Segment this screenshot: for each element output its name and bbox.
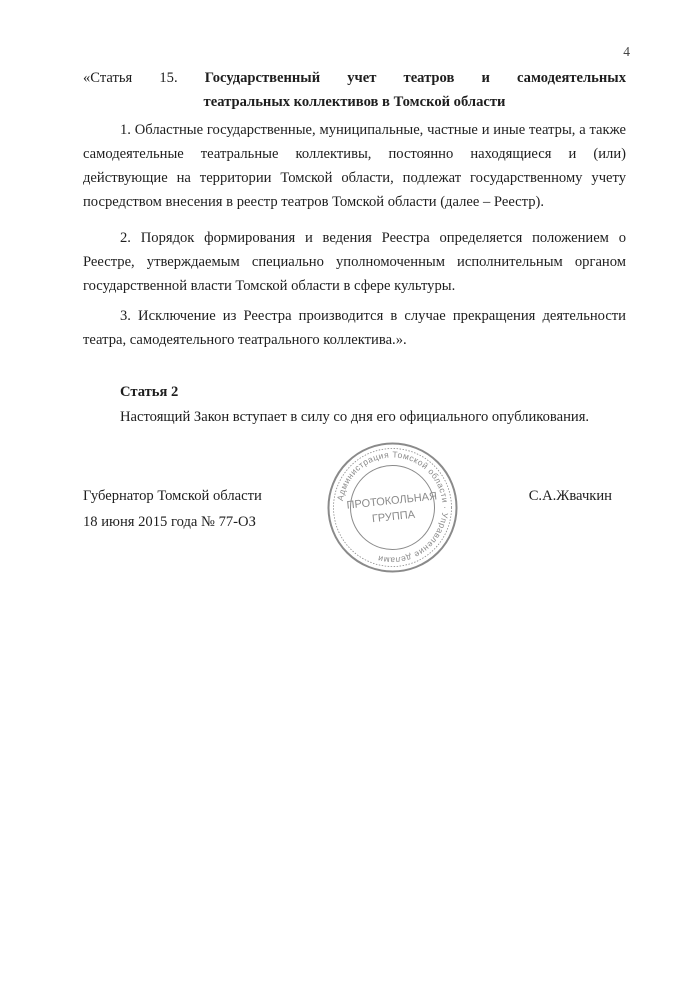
article-2-title: Статья 2 xyxy=(120,384,179,400)
article-15-title-line2: театральных коллективов в Томской области xyxy=(203,94,506,110)
article-15-prefix: «Статья 15. xyxy=(83,70,178,86)
official-stamp xyxy=(325,440,460,575)
signature-name: С.А.Жвачкин xyxy=(528,488,612,504)
article-15-paragraph-2: 2. Порядок формирования и ведения Реестра определяется положением о Реестре, утверждаемым специально уполномоченным исполнительным органом государственной власти Томской области в сфере культуры. xyxy=(83,230,626,294)
signature-position: Губернатор Томской области xyxy=(83,488,262,504)
article-15-title-line1: Государственный учет театров и самодеятельных xyxy=(204,70,626,86)
signature-date-number: 18 июня 2015 года № 77-ОЗ xyxy=(83,514,256,530)
page-number: 4 xyxy=(623,44,630,59)
stamp-line2: ГРУППА xyxy=(371,508,416,526)
article-15-heading xyxy=(83,66,626,90)
stamp-ring-text: Администрация Томской области · Управление делами xyxy=(334,449,451,566)
stamp-line1: ПРОТОКОЛЬНАЯ xyxy=(346,490,438,512)
article-15-paragraph-3: 3. Исключение из Реестра производится в случае прекращения деятельности театра, самодеятельного театрального коллектива.». xyxy=(83,308,626,348)
article-2-text: Настоящий Закон вступает в силу со дня его официального опубликования. xyxy=(120,409,590,425)
article-15-paragraph-1: 1. Областные государственные, муниципальные, частные и иные театры, а также самодеятельные театральные коллективы, постоянно находящиеся и (или) действующие на территории Томской области, подлежат государственному учету посредством внесения в реестр театров Томской области (далее – Реестр). xyxy=(83,122,626,210)
article-15-heading-line2 xyxy=(83,90,626,114)
